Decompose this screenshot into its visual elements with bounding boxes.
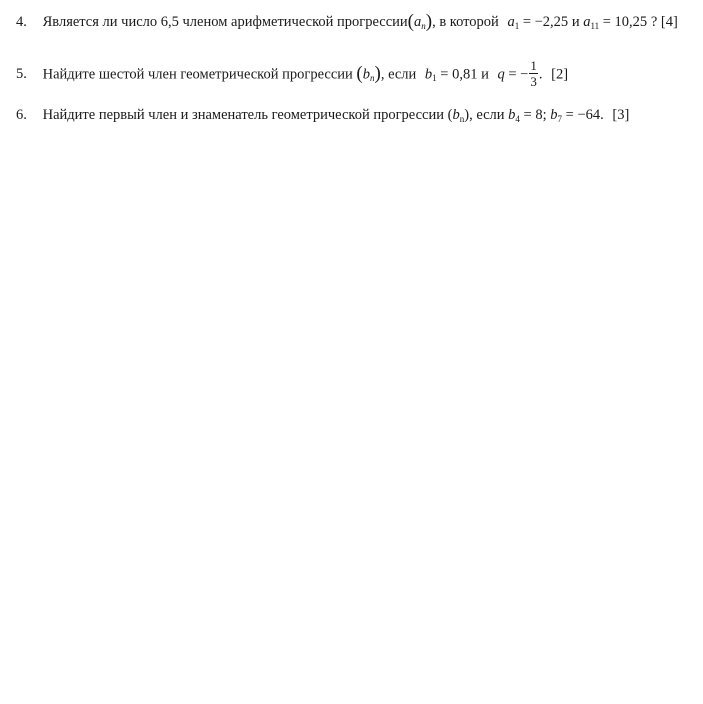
a1-letter: a xyxy=(507,14,515,30)
a1-index: 1 xyxy=(514,21,520,31)
close-paren: ) xyxy=(374,63,381,85)
a11-letter: a xyxy=(583,14,591,30)
seq-index: n xyxy=(459,114,465,124)
a11-index: 11 xyxy=(590,21,600,31)
b7-value: = −64. xyxy=(565,107,604,123)
open-paren: ( xyxy=(407,11,414,32)
points: [2] xyxy=(551,66,569,83)
open-paren: ( xyxy=(356,63,363,85)
b7-index: 7 xyxy=(557,114,563,124)
b1-letter: b xyxy=(424,66,433,83)
task-number: 5. xyxy=(16,66,27,83)
task-text: Найдите шестой член геометрической прогрессии xyxy=(42,66,353,83)
conjunction: и xyxy=(481,66,489,83)
q-value: = − xyxy=(508,66,529,83)
task-5 xyxy=(16,60,568,90)
close-paren: ) xyxy=(464,107,470,123)
b4-index: 4 xyxy=(515,114,520,124)
b4-value: = 8; xyxy=(523,107,547,123)
q-letter: q xyxy=(497,66,505,83)
seq-letter: a xyxy=(414,14,422,30)
close-paren: ) xyxy=(425,11,433,32)
b4-letter: b xyxy=(508,107,516,123)
b1-index: 1 xyxy=(432,73,437,84)
points: [3] xyxy=(612,107,630,123)
task-number: 4. xyxy=(16,14,27,30)
task-number: 6. xyxy=(16,107,27,123)
task-6 xyxy=(16,105,629,126)
task-4 xyxy=(16,11,678,33)
q-fraction xyxy=(529,59,538,89)
a11-value: = 10,25 xyxy=(602,14,648,30)
fraction-denominator: 3 xyxy=(530,74,537,89)
seq-index: n xyxy=(369,73,375,84)
fraction-numerator: 1 xyxy=(530,58,537,73)
task-text: Является ли число 6,5 членом арифметической прогрессии xyxy=(42,14,408,30)
task-text-middle: , если xyxy=(469,107,505,123)
points: [4] xyxy=(660,14,678,30)
open-paren: ( xyxy=(447,107,453,123)
task-text-middle: , в которой xyxy=(432,14,499,30)
conjunction: и xyxy=(571,14,580,30)
task-text-middle: , если xyxy=(380,66,417,83)
a1-value: = −2,25 xyxy=(522,14,569,30)
seq-letter: b xyxy=(362,66,370,83)
period: . xyxy=(538,66,543,83)
question-mark: ? xyxy=(650,14,658,30)
seq-letter: b xyxy=(452,107,460,123)
b1-value: = 0,81 xyxy=(440,66,478,83)
b7-letter: b xyxy=(550,107,558,123)
task-text: Найдите первый член и знаменатель геометрической прогрессии xyxy=(42,107,444,123)
seq-index: n xyxy=(421,21,426,31)
